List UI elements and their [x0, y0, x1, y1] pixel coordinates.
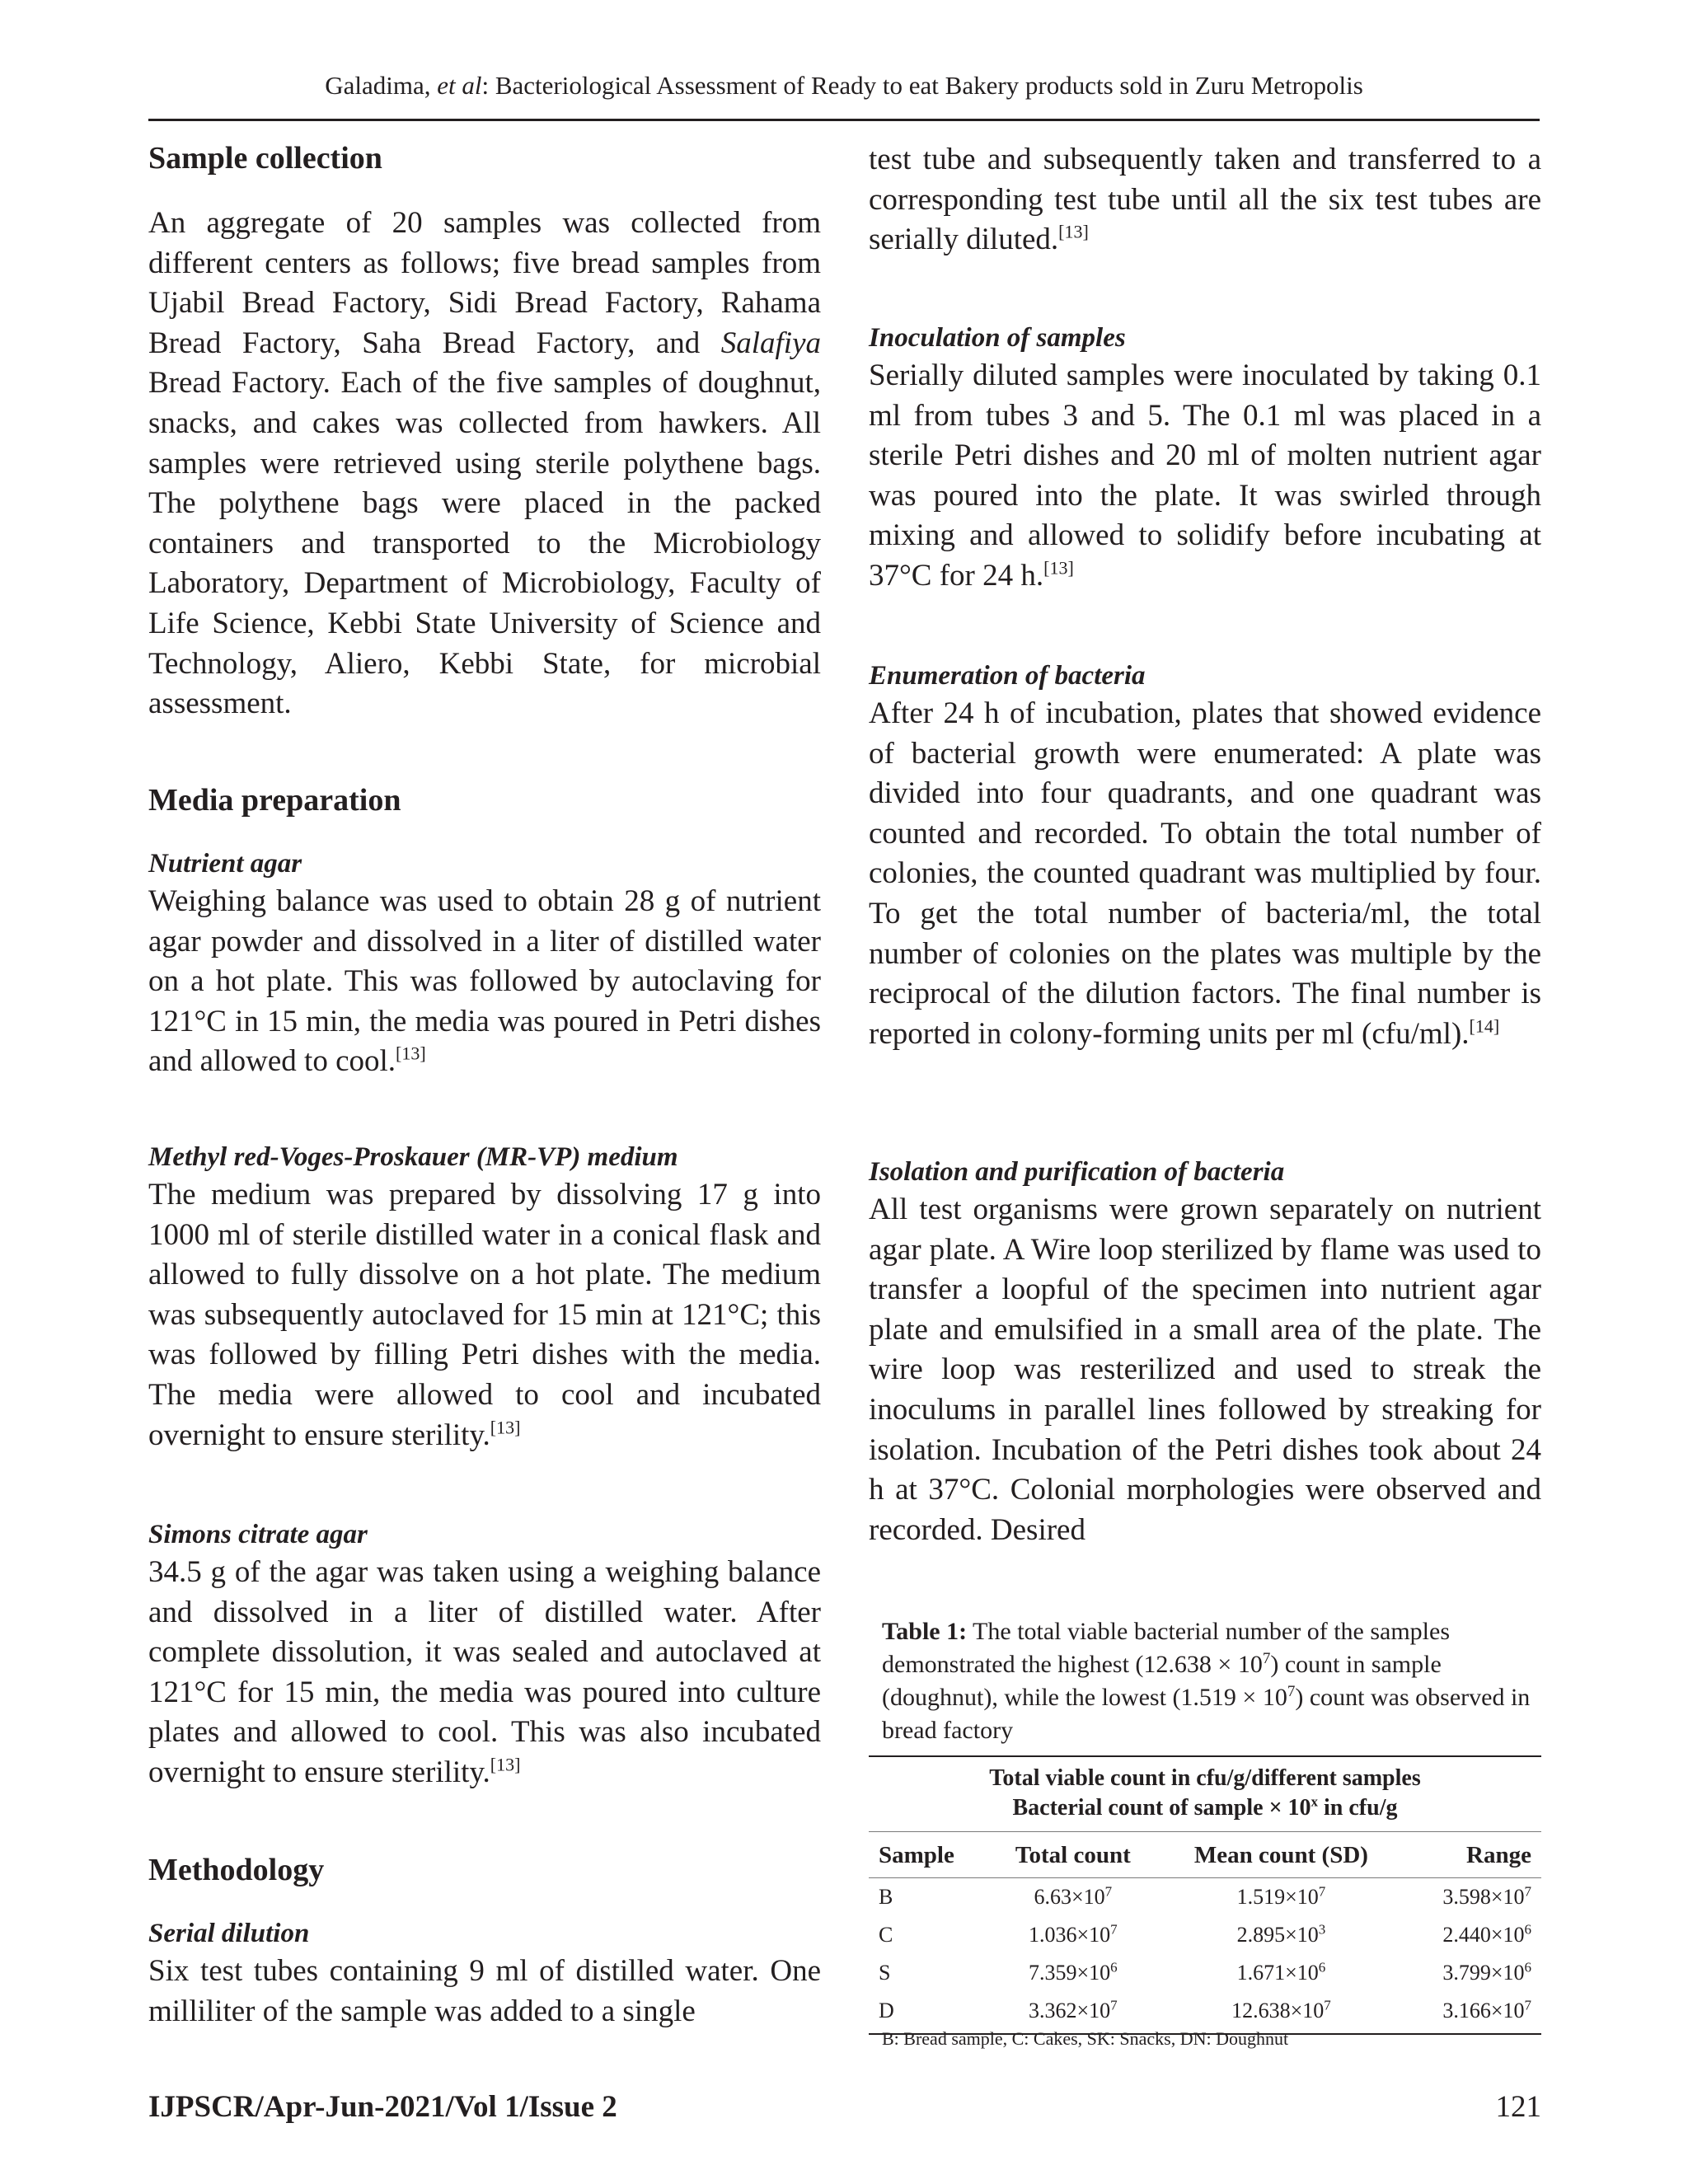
subheading-enumeration: Enumeration of bacteria [869, 661, 1146, 691]
table-row [869, 1954, 1541, 1992]
table-label: Table 1: [882, 1618, 968, 1645]
cell-total: $3.362\times 10^7$ [987, 1992, 1159, 2034]
cell-range: $3.598\times 10^7$ [1442, 1883, 1531, 1909]
section-heading-sample-collection: Sample collection [148, 141, 382, 176]
cell-sample: C [879, 1923, 893, 1947]
paragraph-mrvp: The medium was prepared by dissolving 17 g into 1000 ml of sterile distilled water in a conical flask and allowed to fully dissolve on a hot plate. The medium was subsequently autoclaved for 15 min at 121°C; this was followed by filling Petri dishes with the media. The media were allowed to cool and incubated overnight to ensure sterility.[13] [148, 1178, 821, 1452]
data-table [869, 1755, 1541, 2035]
cell-range: $2.440\times 10^6$ [1442, 1921, 1531, 1947]
paragraph-nutrient-agar: Weighing balance was used to obtain 28 g of nutrient agar powder and dissolved in a liter of distilled water on a hot plate. This was followed by autoclaving for 121°C in 15 min, the media was poured in Petri dishes and allowed to cool.[13] [148, 884, 821, 1079]
subheading-mrvp: Methyl red-Voges-Proskauer (MR-VP) medium [148, 1142, 678, 1172]
citation: [13] [396, 1043, 426, 1065]
cell-mean: $2.895\times 10^3$ [1236, 1921, 1326, 1947]
running-head-title: : Bacteriological Assessment of Ready to eat Bakery products sold in Zuru Metropolis [481, 71, 1363, 100]
paragraph-inoculation: Serially diluted samples were inoculated by taking 0.1 ml from tubes 3 and 5. The 0.1 ml was placed in a sterile Petri dishes and 20 ml of molten nutrient agar was poured into the plate. It was swirled through mixing and allowed to solidify before incubating at 37°C for 24 h.[13] [869, 359, 1541, 593]
cell-mean: $1.671\times 10^6$ [1236, 1959, 1326, 1985]
citation: [14] [1469, 1015, 1500, 1037]
column-header: Total count [987, 1832, 1159, 1878]
subheading-simons-citrate: Simons citrate agar [148, 1520, 368, 1549]
section-heading-methodology: Methodology [148, 1853, 325, 1887]
cell-sample: S [879, 1961, 891, 1985]
cell-mean: $12.638\times 10^7$ [1159, 1992, 1404, 2034]
cell-total: $6.63\times 10^7$ [1034, 1883, 1113, 1909]
running-head-authors: Galadima, [325, 71, 438, 100]
paragraph-serial-dilution: Six test tubes containing 9 ml of distilled water. One milliliter of the sample was added to a single [148, 1954, 821, 2028]
running-head [148, 69, 1540, 102]
cell-sample: B [879, 1885, 893, 1909]
header-rule [148, 119, 1540, 121]
cell-range: $3.166\times 10^7$ [1404, 1992, 1541, 2034]
paragraph-sample-collection: An aggregate of 20 samples was collected from different centers as follows; five bread samples from Ujabil Bread Factory, Sidi Bread Factory, Rahama Bread Factory, Saha Bread Factory, and Salafiya Bread Factory. Each of the five samples of doughnut, snacks, and cakes was collected from hawkers. All samples were retrieved using sterile polythene bags. The polythene bags were placed in the packed containers and transported to the Microbiology Laboratory, Department of Microbiology, Faculty of Life Science, Kebbi State University of Science and Technology, Aliero, Kebbi State, for microbial assessment. [148, 206, 821, 721]
table-row [869, 1916, 1541, 1954]
subheading-inoculation: Inoculation of samples [869, 323, 1126, 353]
subheading-serial-dilution: Serial dilution [148, 1919, 310, 1948]
citation: [13] [490, 1417, 521, 1438]
subheading-isolation: Isolation and purification of bacteria [869, 1157, 1285, 1187]
footer-journal: IJPSCR/Apr-Jun-2021/Vol 1/Issue 2 [148, 2090, 617, 2124]
citation: [13] [490, 1754, 521, 1775]
page-number: 121 [1495, 2090, 1541, 2124]
cell-total: $1.036\times 10^7$ [1028, 1921, 1118, 1947]
cell-range: $3.799\times 10^6$ [1442, 1959, 1531, 1985]
paragraph-continuation: test tube and subsequently taken and transferred to a corresponding test tube until all the six test tubes are serially diluted.[13] [869, 143, 1541, 257]
cell-total: $7.359\times 10^6$ [1028, 1959, 1118, 1985]
citation: [13] [1058, 221, 1089, 242]
section-heading-media-preparation: Media preparation [148, 783, 401, 818]
paragraph-enumeration: After 24 h of incubation, plates that showed evidence of bacterial growth were enumerated: A plate was divided into four quadrants, and one quadrant was counted and recorded. To obtain the total number of colonies, the counted quadrant was multiplied by four. To get the total number of bacteria/ml, the total number of colonies on the plates was multiple by the reciprocal of the dilution factors. The final number is reported in colony-forming units per ml (cfu/ml).[14] [869, 696, 1541, 1051]
paragraph-isolation: All test organisms were grown separately on nutrient agar plate. A Wire loop sterilized by flame was used to transfer a loopful of the specimen into nutrient agar plate and emulsified in a small area of the plate. The wire loop was resterilized and used to streak the inoculums in parallel lines followed by streaking for isolation. Incubation of the Petri dishes took about 24 h at 37°C. Colonial morphologies were observed and recorded. Desired [869, 1193, 1541, 1547]
paragraph-simons-citrate: 34.5 g of the agar was taken using a weighing balance and dissolved in a liter of distilled water. After complete dissolution, it was sealed and autoclaved at 121°C for 15 min, the media was poured into culture plates and allowed to cool. This was also incubated overnight to ensure sterility.[13] [148, 1555, 821, 1789]
running-head-etal: et al [437, 71, 482, 100]
column-header: Mean count (SD) [1159, 1832, 1404, 1878]
table-row [869, 1878, 1541, 1917]
cell-mean: $1.519\times 10^7$ [1236, 1883, 1326, 1909]
column-header: Sample [869, 1832, 987, 1878]
subheading-nutrient-agar: Nutrient agar [148, 849, 302, 879]
column-header: Range [1404, 1832, 1541, 1878]
table-span-header: Total viable count in cfu/g/different samples Bacterial count of sample × $10^x$ in cfu/g [869, 1756, 1541, 1832]
table-caption: Table 1: The total viable bacterial number of the samples demonstrated the highest $(12.638 \times 10^7)$ count in sample (doughnut), while the lowest $(1.519 \times 10^7)$ count was observed in bread factory [882, 1618, 1531, 1744]
citation: [13] [1043, 557, 1074, 579]
table-footnote: B: Bread sample, C: Cakes, SK: Snacks, DN: Doughnut [882, 2028, 1289, 2049]
cell-sample: D [869, 1992, 987, 2034]
